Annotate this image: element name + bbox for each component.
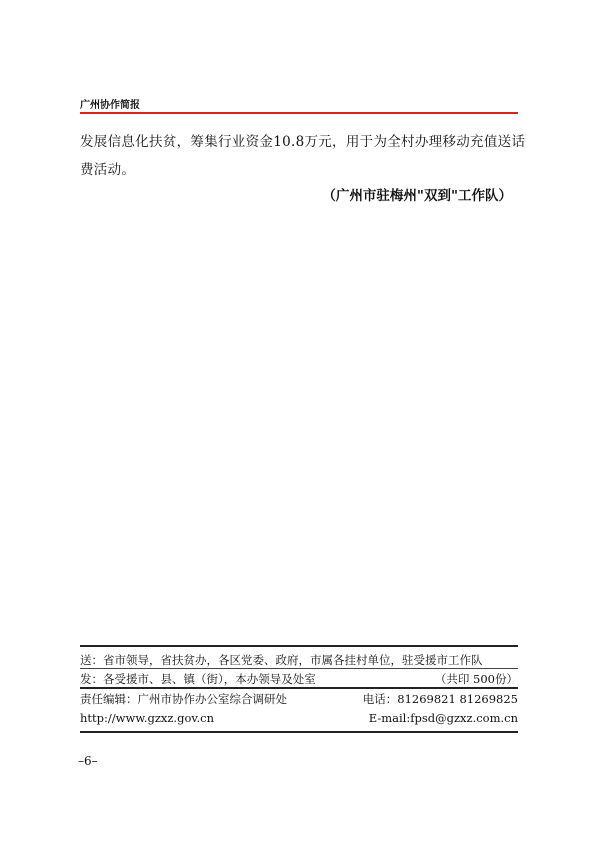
editor-line — [80, 691, 518, 707]
footer-top-rule — [80, 645, 518, 647]
body-paragraph — [80, 128, 526, 184]
body-line: 发展信息化扶贫，筹集行业资金10.8万元，用于为全村办理移动充值送话 — [80, 134, 526, 150]
footer-rule — [80, 687, 518, 689]
phone-text: 电话：81269821 81269825 — [362, 692, 518, 706]
page-number: –6– — [78, 754, 98, 768]
contact-line — [80, 711, 518, 725]
newsletter-title: 广州协作简报 — [80, 100, 140, 111]
send-to-text: 送：省市领导，省扶贫办，各区党委、政府，市属各挂村单位，驻受援市工作队 — [80, 653, 483, 667]
website-link[interactable]: http://www.gzxz.gov.cn — [80, 711, 214, 725]
author-signature: （广州市驻梅州"双到"工作队） — [322, 188, 512, 204]
footer-bottom-rule — [80, 731, 518, 733]
body-line: 费活动。 — [80, 162, 136, 178]
send-to-line — [80, 652, 518, 668]
copies-count: （共印 500份） — [434, 672, 518, 686]
distribute-line — [80, 671, 518, 687]
footer-rule — [80, 668, 518, 669]
header-red-rule — [80, 112, 518, 114]
email-link[interactable]: E-mail:fpsd@gzxz.com.cn — [368, 711, 518, 725]
editor-text: 责任编辑：广州市协作办公室综合调研处 — [80, 692, 287, 706]
distribute-text: 发：各受援市、县、镇（街），本办领导及处室 — [80, 672, 316, 686]
